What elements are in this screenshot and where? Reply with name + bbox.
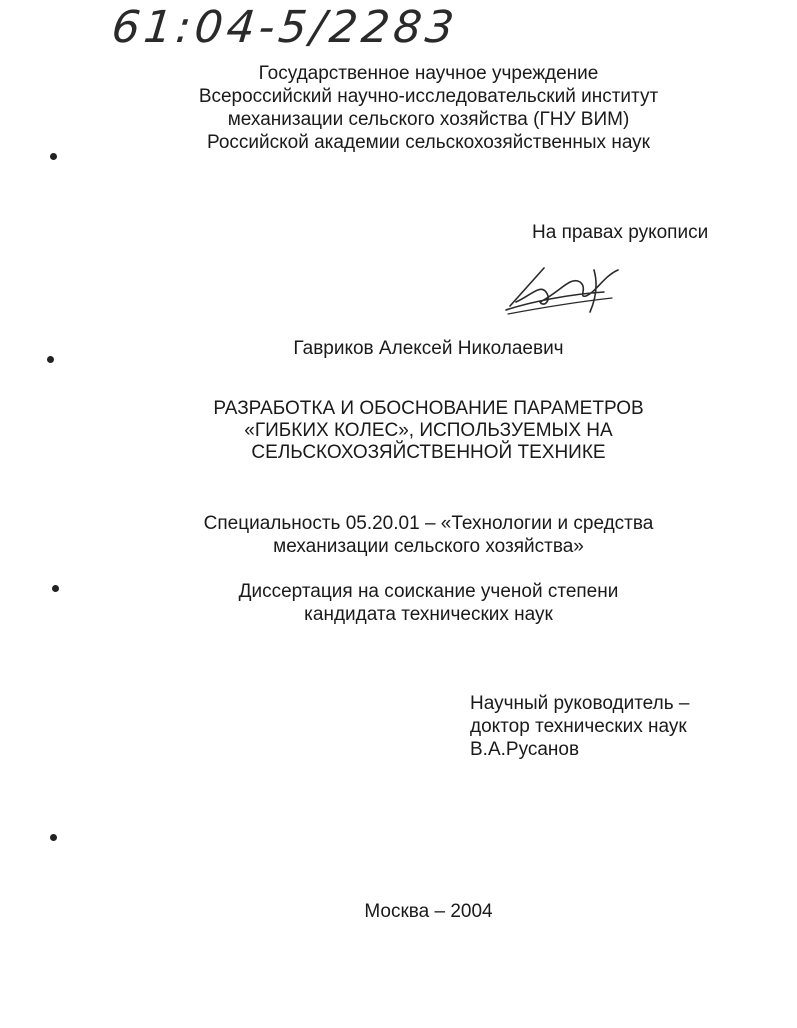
institution-block bbox=[30, 62, 797, 154]
supervisor-block bbox=[470, 692, 689, 761]
supervisor-line-3: В.А.Русанов bbox=[470, 739, 580, 760]
signature-icon bbox=[500, 262, 622, 318]
institution-line-2: Всероссийский научно-исследовательский институт bbox=[198, 86, 659, 107]
city-year: Москва – 2004 bbox=[364, 901, 493, 922]
specialty-block bbox=[30, 512, 797, 558]
supervisor-line-1: Научный руководитель – bbox=[470, 693, 690, 714]
dissertation-title bbox=[30, 398, 797, 464]
author-name: Гавриков Алексей Николаевич bbox=[293, 338, 564, 359]
degree-block bbox=[30, 580, 797, 626]
title-line-2: «ГИБКИХ КОЛЕС», ИСПОЛЬЗУЕМЫХ НА bbox=[244, 420, 613, 441]
degree-line-2: кандидата технических наук bbox=[304, 604, 553, 625]
binding-hole-dot bbox=[50, 153, 57, 160]
institution-line-3: механизации сельского хозяйства (ГНУ ВИМ) bbox=[227, 109, 630, 130]
binding-hole-dot bbox=[50, 834, 57, 841]
rights-note: На правах рукописи bbox=[532, 222, 709, 243]
specialty-line-1: Специальность 05.20.01 – «Технологии и средства bbox=[203, 513, 654, 534]
degree-line-1: Диссертация на соискание ученой степени bbox=[238, 581, 619, 602]
city-year-block bbox=[30, 900, 797, 923]
supervisor-line-2: доктор технических наук bbox=[470, 716, 687, 737]
title-line-1: РАЗРАБОТКА И ОБОСНОВАНИЕ ПАРАМЕТРОВ bbox=[213, 398, 644, 419]
institution-line-4: Российской академии сельскохозяйственных наук bbox=[207, 132, 650, 153]
binding-hole-dot bbox=[47, 356, 54, 363]
author-name-block bbox=[30, 337, 797, 360]
title-line-3: СЕЛЬСКОХОЗЯЙСТВЕННОЙ ТЕХНИКЕ bbox=[251, 442, 606, 463]
archive-code-handwritten: 61:04-5/2283 bbox=[109, 2, 461, 53]
binding-hole-dot bbox=[52, 585, 59, 592]
institution-line-1: Государственное научное учреждение bbox=[258, 63, 599, 84]
specialty-line-2: механизации сельского хозяйства» bbox=[273, 536, 584, 557]
